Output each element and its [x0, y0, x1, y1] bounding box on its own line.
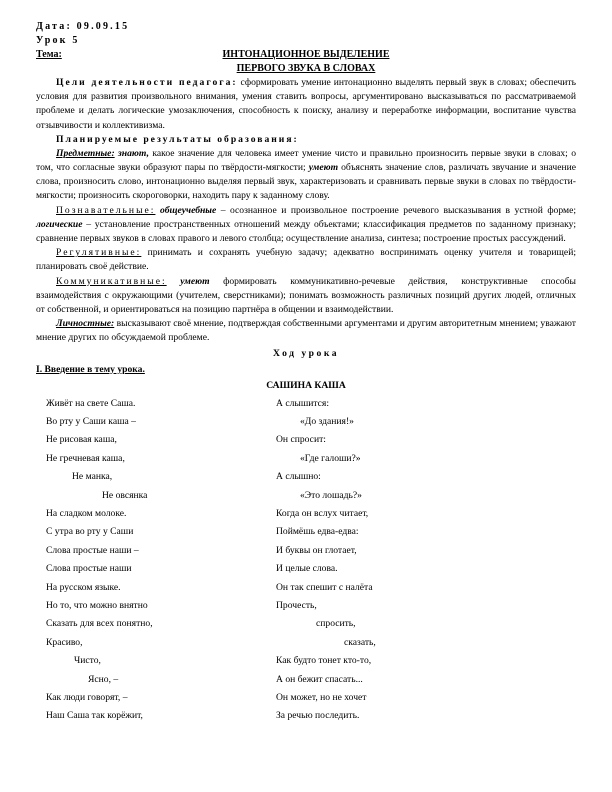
communicative-label: Коммуникативные:: [56, 275, 167, 287]
regulative-text: принимать и сохранять учебную задачу; адекватно воспринимать оценку учителя и товарищей; планировать своё действие.: [36, 247, 576, 273]
subject-text-1: какое значение для человека имеет умение чисто и правильно произносить первые звуки в словах; о том, что согласные звуки образуют пары по твёрдости-мягкости;: [36, 147, 576, 174]
results-heading-text: Планируемые результаты образования:: [56, 133, 299, 145]
poem-line: Как люди говорят, –: [46, 691, 128, 703]
subject-text-2: объяснять значение слов, различать звучание и значение слова, произносить слово, интонационно выделяя первый звук, характеризовать и сравнивать первые звуки в словах по твёрдости-мягкости; произносить скороговорки, находить пару к заданному слову.: [36, 162, 576, 202]
personal-label: Личностные:: [56, 318, 115, 330]
date-line: Дата: 09.09.15: [36, 21, 130, 32]
topic-title-line-1: ИНТОНАЦИОННОЕ ВЫДЕЛЕНИЕ: [222, 49, 390, 60]
regulative-label: Регулятивные:: [56, 247, 142, 259]
poem-line: Не манка,: [72, 471, 113, 483]
poem-line: Поймёшь едва-едва:: [276, 526, 359, 538]
poem-line: Красиво,: [46, 636, 83, 648]
poem-line: Слова простые наши –: [46, 544, 139, 556]
goals-label: Цели деятельности педагога:: [56, 77, 238, 88]
poem-line: Он может, но не хочет: [276, 691, 367, 703]
poem-line: И целые слова.: [276, 563, 338, 575]
poem-line: Он спросит:: [276, 434, 326, 446]
cognitive-general: общеучебные: [159, 204, 217, 216]
poem-right-column: [276, 395, 576, 726]
communicative-text: формировать коммуникативно-речевые действия, конструктивные способы взаимодействия с окружающими (учителем, сверстниками); понимать возможность различных позиций других людей, отличных от собственной, и ориентироваться на позицию партнёра в общении и взаимодействии.: [36, 275, 576, 316]
lesson-line: Урок 5: [36, 35, 80, 46]
poem-line: Наш Саша так корёжит,: [46, 710, 143, 722]
subject-results-paragraph: [36, 147, 576, 204]
poem-line: На сладком молоке.: [46, 508, 127, 519]
cognitive-label: Познавательные:: [56, 204, 156, 216]
poem-line: А он бежит спасать...: [276, 673, 363, 685]
cognitive-results-paragraph: [36, 204, 576, 247]
poem-line: А слышно:: [276, 471, 321, 483]
poem-line: А слышится:: [276, 397, 329, 409]
poem-line: Сказать для всех понятно,: [46, 618, 153, 630]
goals-text: сформировать умение интонационно выделять первый звук в словах; обеспечить условия для развития произвольного внимания, умения ставить вопросы, аргументировано высказываться по рассматриваемой проблеме и делать логические умозаключения, способность к поиску, анализу и переработке информации, воспитание чувства отзывчивости и коллективизма.: [36, 77, 576, 131]
poem-line: Когда он вслух читает,: [276, 508, 369, 519]
poem-line: «До здания!»: [300, 416, 354, 428]
subject-label: Предметные:: [56, 147, 115, 159]
topic-row: [36, 48, 576, 62]
poem-line: За речью последить.: [276, 710, 360, 722]
poem-line: И буквы он глотает,: [276, 544, 357, 556]
poem-line: Но то, что можно внятно: [46, 599, 148, 611]
subject-know: знают,: [118, 147, 149, 159]
communicative-can: умеют: [180, 275, 210, 287]
intro-section-heading: I. Введение в тему урока.: [36, 363, 145, 375]
poem-line: Не рисовая каша,: [46, 434, 117, 446]
poem-line: На русском языке.: [46, 581, 121, 593]
poem-line: Слова простые наши: [46, 563, 132, 575]
poem-line: спросить,: [316, 618, 356, 630]
poem-line: Ясно, –: [88, 673, 119, 685]
subject-can: умеют: [308, 162, 339, 174]
goals-paragraph: [36, 76, 576, 133]
poem-columns: [36, 395, 576, 722]
poem-line: Прочесть,: [276, 599, 317, 611]
cognitive-text-2: – установление пространственных отношений между объектами; классификация предметов по заданному признаку; сравнение первых звуков в словах правого и левого столбца; осуществление анализа, синтеза; построение простых рассуждений.: [36, 218, 576, 245]
poem-line: Живёт на свете Саша.: [46, 397, 136, 409]
cognitive-text-1: – осознанное и произвольное построение речевого высказывания в устной форме;: [216, 204, 577, 216]
poem-title: САШИНА КАША: [266, 379, 346, 391]
poem-line: Не гречневая каша,: [46, 452, 125, 464]
topic-label: Тема:: [36, 49, 62, 60]
personal-results-paragraph: [36, 317, 576, 345]
results-heading: [36, 133, 576, 147]
poem-line: Не овсянка: [102, 489, 148, 501]
personal-text: высказывают своё мнение, подтверждая собственными аргументами и другим авторитетным мнением; уважают мнение других по обсуждаемой проблеме.: [36, 318, 576, 344]
poem-left-column: [46, 395, 276, 726]
regulative-results-paragraph: [36, 246, 576, 274]
poem-line: Во рту у Саши каша –: [46, 416, 136, 428]
poem-line: Как будто тонет кто-то,: [276, 655, 372, 667]
document-page: [36, 20, 577, 722]
communicative-results-paragraph: [36, 275, 576, 318]
poem-line: сказать,: [344, 636, 376, 648]
cognitive-logical: логические: [36, 218, 83, 230]
course-heading: Ход урока: [272, 347, 339, 359]
topic-title-line-2: ПЕРВОГО ЗВУКА В СЛОВАХ: [236, 63, 376, 74]
poem-line: Он так спешит с налёта: [276, 581, 373, 593]
poem-line: «Где галоши?»: [300, 452, 361, 464]
poem-line: С утра во рту у Саши: [46, 526, 134, 538]
poem-line: Чисто,: [74, 655, 101, 667]
poem-line: «Это лошадь?»: [300, 489, 362, 501]
